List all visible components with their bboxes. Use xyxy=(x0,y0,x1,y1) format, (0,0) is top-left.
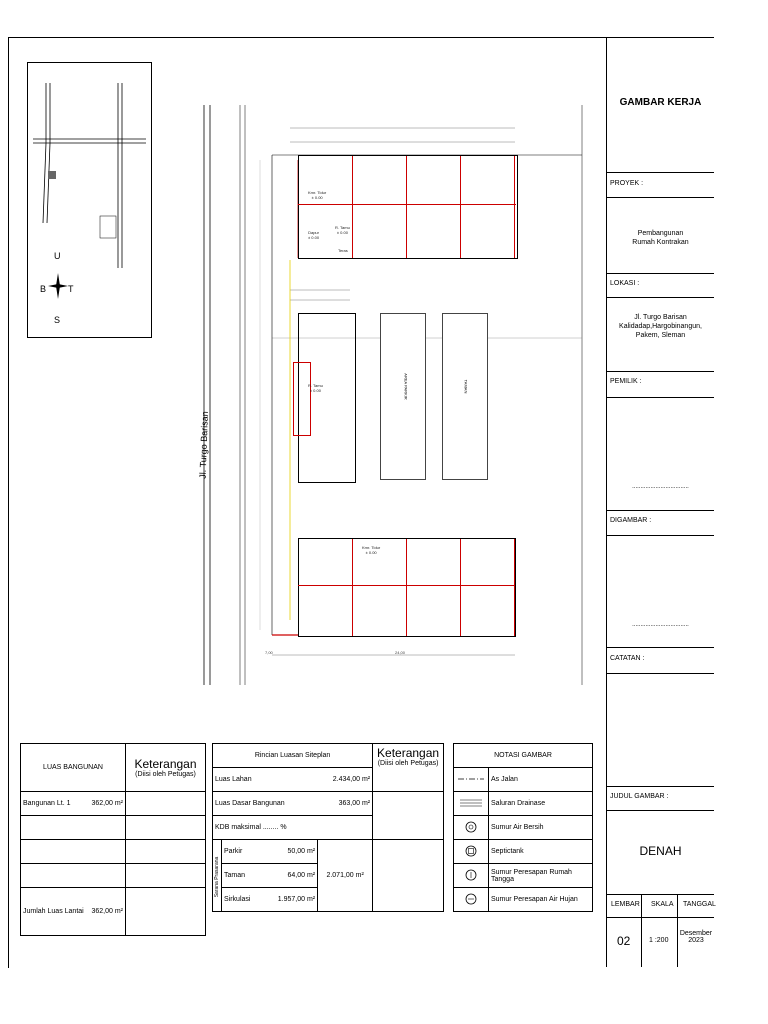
luas-row-2 xyxy=(21,816,126,840)
siteplan xyxy=(190,100,600,690)
notasi-label-2: Saluran Drainase xyxy=(489,792,593,816)
sumur-air-icon xyxy=(454,816,489,840)
title-block-title: GAMBAR KERJA xyxy=(619,97,702,108)
luas-bangunan-ket xyxy=(126,744,206,792)
compass-rose-icon xyxy=(48,273,68,299)
compass-south: S xyxy=(54,315,61,325)
lokasi-line1: Jl. Turgo Barisan xyxy=(634,314,687,321)
garden-area xyxy=(442,313,488,480)
lokasi-label: LOKASI : xyxy=(610,280,640,287)
skala-value: 1 :200 xyxy=(649,937,669,944)
parking-label: AREA PARKIR xyxy=(403,373,409,400)
building-block-north-inner xyxy=(298,204,516,205)
compass-north: U xyxy=(54,251,61,261)
rincian-ket-header: Keterangan xyxy=(377,746,440,760)
room-label-tamu: R. Tamu ± 0.00 xyxy=(335,225,350,235)
pemilik-label: PEMILIK : xyxy=(610,378,642,385)
rincian-header: Rincian Luasan Siteplan xyxy=(213,744,373,768)
notasi-label-5: Sumur Peresapan Rumah Tangga xyxy=(489,864,593,888)
tanggal-value: Desember 2023 xyxy=(679,930,713,944)
notasi-label-3: Sumur Air Bersih xyxy=(489,816,593,840)
room-label-kamar-2: Kmr. Tidur ± 0.00 xyxy=(362,545,381,555)
lokasi-line2: Kalidadap,Hargobinangun, xyxy=(619,323,702,330)
lembar-value: 02 xyxy=(617,934,631,948)
sirkulasi-row: Sirkulasi 1.957,00 m² xyxy=(222,888,318,912)
notasi-label-4: Septictank xyxy=(489,840,593,864)
taman-row: Taman 64,00 m² xyxy=(222,864,318,888)
notasi-label-6: Sumur Peresapan Air Hujan xyxy=(489,888,593,912)
garden-label: TAMAN xyxy=(463,379,469,394)
luas-row-3 xyxy=(21,840,126,864)
judul-label: JUDUL GAMBAR : xyxy=(610,793,669,800)
compass-west: B xyxy=(40,284,47,294)
parking-area xyxy=(380,313,426,480)
building-block-middle-red xyxy=(293,362,311,436)
room-label-kamar: Kmr. Tidur ± 0.00 xyxy=(308,190,327,200)
rincian-ket-sub: (Diisi oleh Petugas) xyxy=(377,760,439,767)
building-block-south-inner xyxy=(298,585,514,586)
building-block-south xyxy=(298,538,516,637)
digambar-signature: .................................. xyxy=(632,622,689,628)
pemilik-signature: .................................. xyxy=(632,484,689,490)
judul-value: DENAH xyxy=(639,844,682,858)
catatan-label: CATATAN : xyxy=(610,655,645,662)
sarana-total: 2.071,00 m² xyxy=(318,840,373,912)
luas-bangunan-header: LUAS BANGUNAN xyxy=(21,744,126,792)
ket-sub: (Diisi oleh Petugas) xyxy=(135,771,196,778)
luas-row-4 xyxy=(21,864,126,888)
parkir-row: Parkir 50,00 m² xyxy=(222,840,318,864)
peresapan-hujan-icon xyxy=(454,888,489,912)
as-jalan-icon xyxy=(454,768,489,792)
drainase-icon xyxy=(454,792,489,816)
tanggal-label: TANGGAL xyxy=(683,901,716,908)
location-map xyxy=(27,62,152,338)
proyek-line2: Rumah Kontrakan xyxy=(632,239,689,246)
room-label-dapur: Dapur ± 0.00 xyxy=(308,230,320,240)
rincian-table xyxy=(212,743,444,912)
compass xyxy=(38,251,78,323)
lembar-label: LEMBAR xyxy=(611,901,640,908)
kdb-row: KDB maksimal ........ % xyxy=(213,816,373,840)
skala-label: SKALA xyxy=(651,901,674,908)
luas-lahan-row: Luas Lahan 2.434,00 m² xyxy=(213,768,373,792)
lokasi-line3: Pakem, Sleman xyxy=(635,332,686,339)
dimension-total: 24,00 xyxy=(395,650,406,655)
room-label-teras: Teras xyxy=(338,248,348,253)
title-block xyxy=(606,37,714,967)
luas-row-1: Bangunan Lt. 1 362,00 m² xyxy=(21,792,126,816)
luas-dasar-row: Luas Dasar Bangunan 363,00 m² xyxy=(213,792,373,816)
ket-header: Keterangan xyxy=(134,757,197,771)
building-block-north xyxy=(298,155,518,259)
rincian-ket xyxy=(373,744,444,792)
luas-bangunan-table xyxy=(20,743,206,936)
road-label: Jl. Turgo Barisan xyxy=(197,411,210,479)
digambar-label: DIGAMBAR : xyxy=(610,517,652,524)
luas-total-row: Jumlah Luas Lantai 362,00 m² xyxy=(21,888,126,936)
notasi-table xyxy=(453,743,593,912)
room-label-tamu-2: R. Tamu ± 0.00 xyxy=(308,383,323,393)
compass-east: T xyxy=(68,284,74,294)
dimension-left: 7,00 xyxy=(265,650,273,655)
notasi-label-1: As Jalan xyxy=(489,768,593,792)
proyek-label: PROYEK : xyxy=(610,180,644,187)
proyek-line1: Pembangunan xyxy=(637,230,684,237)
peresapan-rt-icon xyxy=(454,864,489,888)
sarana-side-label: Sarana Prasarana xyxy=(214,856,220,898)
sarana-side xyxy=(213,840,222,912)
septictank-icon xyxy=(454,840,489,864)
notasi-header: NOTASI GAMBAR xyxy=(454,744,593,768)
